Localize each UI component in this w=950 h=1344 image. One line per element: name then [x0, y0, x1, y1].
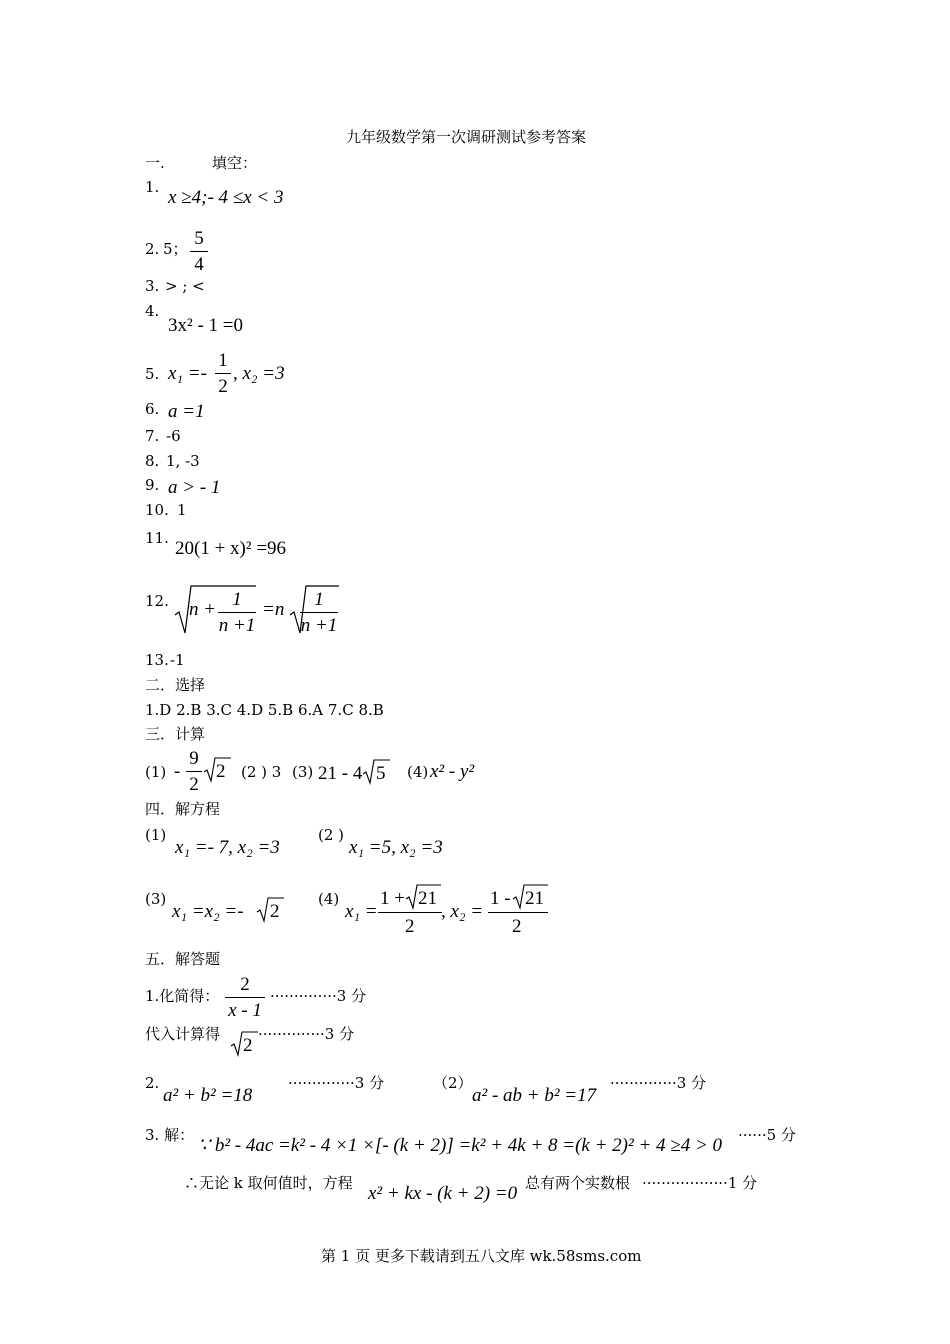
item-6-num: 6.	[145, 400, 160, 418]
item-13-num: 13.	[145, 651, 169, 669]
calc-2: (2 ) 3	[241, 763, 282, 781]
equation-4-rad2-value: 21	[525, 888, 544, 909]
equation-3-label: (3)	[145, 890, 167, 908]
q1b-label: 代入计算得	[145, 1025, 221, 1043]
item-12-right-fraction	[300, 590, 338, 635]
item-12-left-num: 1	[232, 589, 242, 610]
item-2-fraction	[190, 229, 208, 274]
equation-4-den2: 2	[512, 916, 522, 937]
item-12-mid: =n	[262, 599, 285, 620]
equation-4-part-b: , x₂ =	[441, 901, 484, 922]
item-12-left-pre: n +	[189, 599, 217, 620]
item-2-prefix: 5；	[163, 240, 188, 258]
q3-score: ······5 分	[738, 1126, 796, 1144]
item-7-answer: -6	[166, 427, 181, 445]
item-1-answer: x ≥4;- 4 ≤x < 3	[168, 187, 284, 208]
item-4-num: 4.	[145, 302, 160, 320]
item-7-num: 7.	[145, 427, 160, 445]
item-5-part-b: , x₂ =3	[233, 363, 285, 384]
equation-4-den1: 2	[405, 916, 415, 937]
section3-heading: 三．计算	[145, 725, 206, 743]
q1b-score: ··············3 分	[258, 1025, 355, 1043]
calc-1-rad-value: 2	[216, 761, 226, 782]
equation-1-expr: x₁ =- 7, x₂ =3	[175, 837, 280, 858]
q2a-score: ··············3 分	[288, 1074, 385, 1092]
item-9-answer: a > - 1	[168, 477, 221, 498]
q1-num: 2	[240, 974, 250, 995]
q2-num: 2.	[145, 1074, 160, 1092]
equation-1-label: (1)	[145, 826, 167, 844]
section5-heading: 五．解答题	[145, 950, 221, 968]
equation-2-expr: x₁ =5, x₂ =3	[349, 837, 443, 858]
item-10-answer: 1	[177, 501, 187, 519]
item-12-num: 12.	[145, 592, 169, 610]
q3b-suffix: 总有两个实数根	[525, 1174, 631, 1192]
equation-4-num2: 1 -	[490, 888, 511, 909]
calc-4-expr: x² - y²	[430, 761, 475, 782]
section2-heading: 二．选择	[145, 676, 206, 694]
q3b-score: ··················1 分	[642, 1174, 758, 1192]
q1-den: x - 1	[228, 1000, 262, 1021]
section1-heading-label: 填空：	[212, 154, 258, 172]
calc-3-expr: 21 - 4	[318, 763, 363, 784]
page-footer: 第 1 页 更多下载请到五八文库 wk.58sms.com	[321, 1247, 642, 1265]
item-13-answer: -1	[170, 651, 185, 669]
q2b-score: ··············3 分	[610, 1074, 707, 1092]
equation-3-rad-value: 2	[270, 901, 280, 922]
item-8-num: 8.	[145, 452, 160, 470]
item-2-num: 2.	[145, 240, 160, 258]
item-5-part-a: x₁ =-	[168, 363, 207, 384]
item-2-frac-den: 4	[194, 254, 204, 275]
q1b-rad-value: 2	[243, 1035, 253, 1056]
q3-expr: ∵ b² - 4ac =k² - 4 ×1 ×[- (k + 2)] =k² + 4k + 8 =(k + 2)² + 4 ≥4 > 0	[198, 1135, 723, 1156]
item-9-num: 9.	[145, 476, 160, 494]
equation-4-bar1	[378, 912, 442, 913]
item-3-num: 3.	[145, 277, 160, 295]
equation-3-expr: x₁ =x₂ =-	[172, 901, 244, 922]
q3b-prefix: ∴无论 k 取何值时，方程	[184, 1174, 353, 1192]
item-5-frac-num: 1	[218, 350, 228, 371]
item-5-num: 5.	[145, 365, 160, 383]
item-5-fraction	[215, 351, 231, 396]
item-12-left-den: n +1	[218, 615, 256, 636]
calc-1-num: 9	[189, 748, 199, 769]
equation-4-part-a: x₁ =	[345, 901, 378, 922]
q2b-label: （2）	[433, 1074, 473, 1092]
item-11-answer: 20(1 + x)² =96	[175, 538, 287, 559]
q1-fraction	[225, 975, 265, 1020]
equation-4-rad1-value: 21	[418, 888, 437, 909]
q2a-expr: a² + b² =18	[163, 1085, 253, 1106]
calc-3-label: (3)	[292, 763, 314, 781]
section2-answers: 1.D 2.B 3.C 4.D 5.B 6.A 7.C 8.B	[145, 701, 384, 719]
item-1-num: 1.	[145, 178, 160, 196]
item-6-answer: a =1	[168, 401, 205, 422]
q2b-expr: a² - ab + b² =17	[472, 1085, 597, 1106]
item-3-answer: > ; <	[165, 277, 205, 295]
section4-heading: 四．解方程	[145, 800, 221, 818]
item-8-answer: 1, -3	[166, 452, 200, 470]
item-12-right-den: n +1	[300, 615, 338, 636]
calc-3-rad-value: 5	[376, 763, 386, 784]
item-2-frac-num: 5	[194, 228, 204, 249]
item-10-num: 10.	[145, 501, 169, 519]
q1-score: ··············3 分	[270, 987, 367, 1005]
equation-4-bar2	[488, 912, 548, 913]
q3b-expr: x² + kx - (k + 2) =0	[368, 1183, 518, 1204]
page-title: 九年级数学第一次调研测试参考答案	[346, 128, 587, 146]
equation-2-label: (2 )	[318, 826, 345, 844]
q3-label: 3. 解：	[145, 1126, 195, 1144]
equation-4-label: (4)	[318, 890, 340, 908]
equation-4-num1: 1 +	[380, 888, 405, 909]
calc-4-label: (4)	[407, 763, 429, 781]
item-12-right-num: 1	[314, 589, 324, 610]
calc-1-label: (1)	[145, 763, 167, 781]
item-5-frac-den: 2	[218, 376, 228, 397]
item-4-answer: 3x² - 1 =0	[168, 315, 243, 336]
q1-label: 1.化简得：	[145, 987, 220, 1005]
calc-1-fraction	[186, 749, 202, 794]
item-12-left-fraction	[218, 590, 256, 635]
section1-heading-num: 一.	[145, 154, 165, 172]
calc-1-den: 2	[189, 774, 199, 795]
calc-1-minus: -	[174, 761, 181, 782]
item-11-num: 11.	[145, 529, 169, 547]
